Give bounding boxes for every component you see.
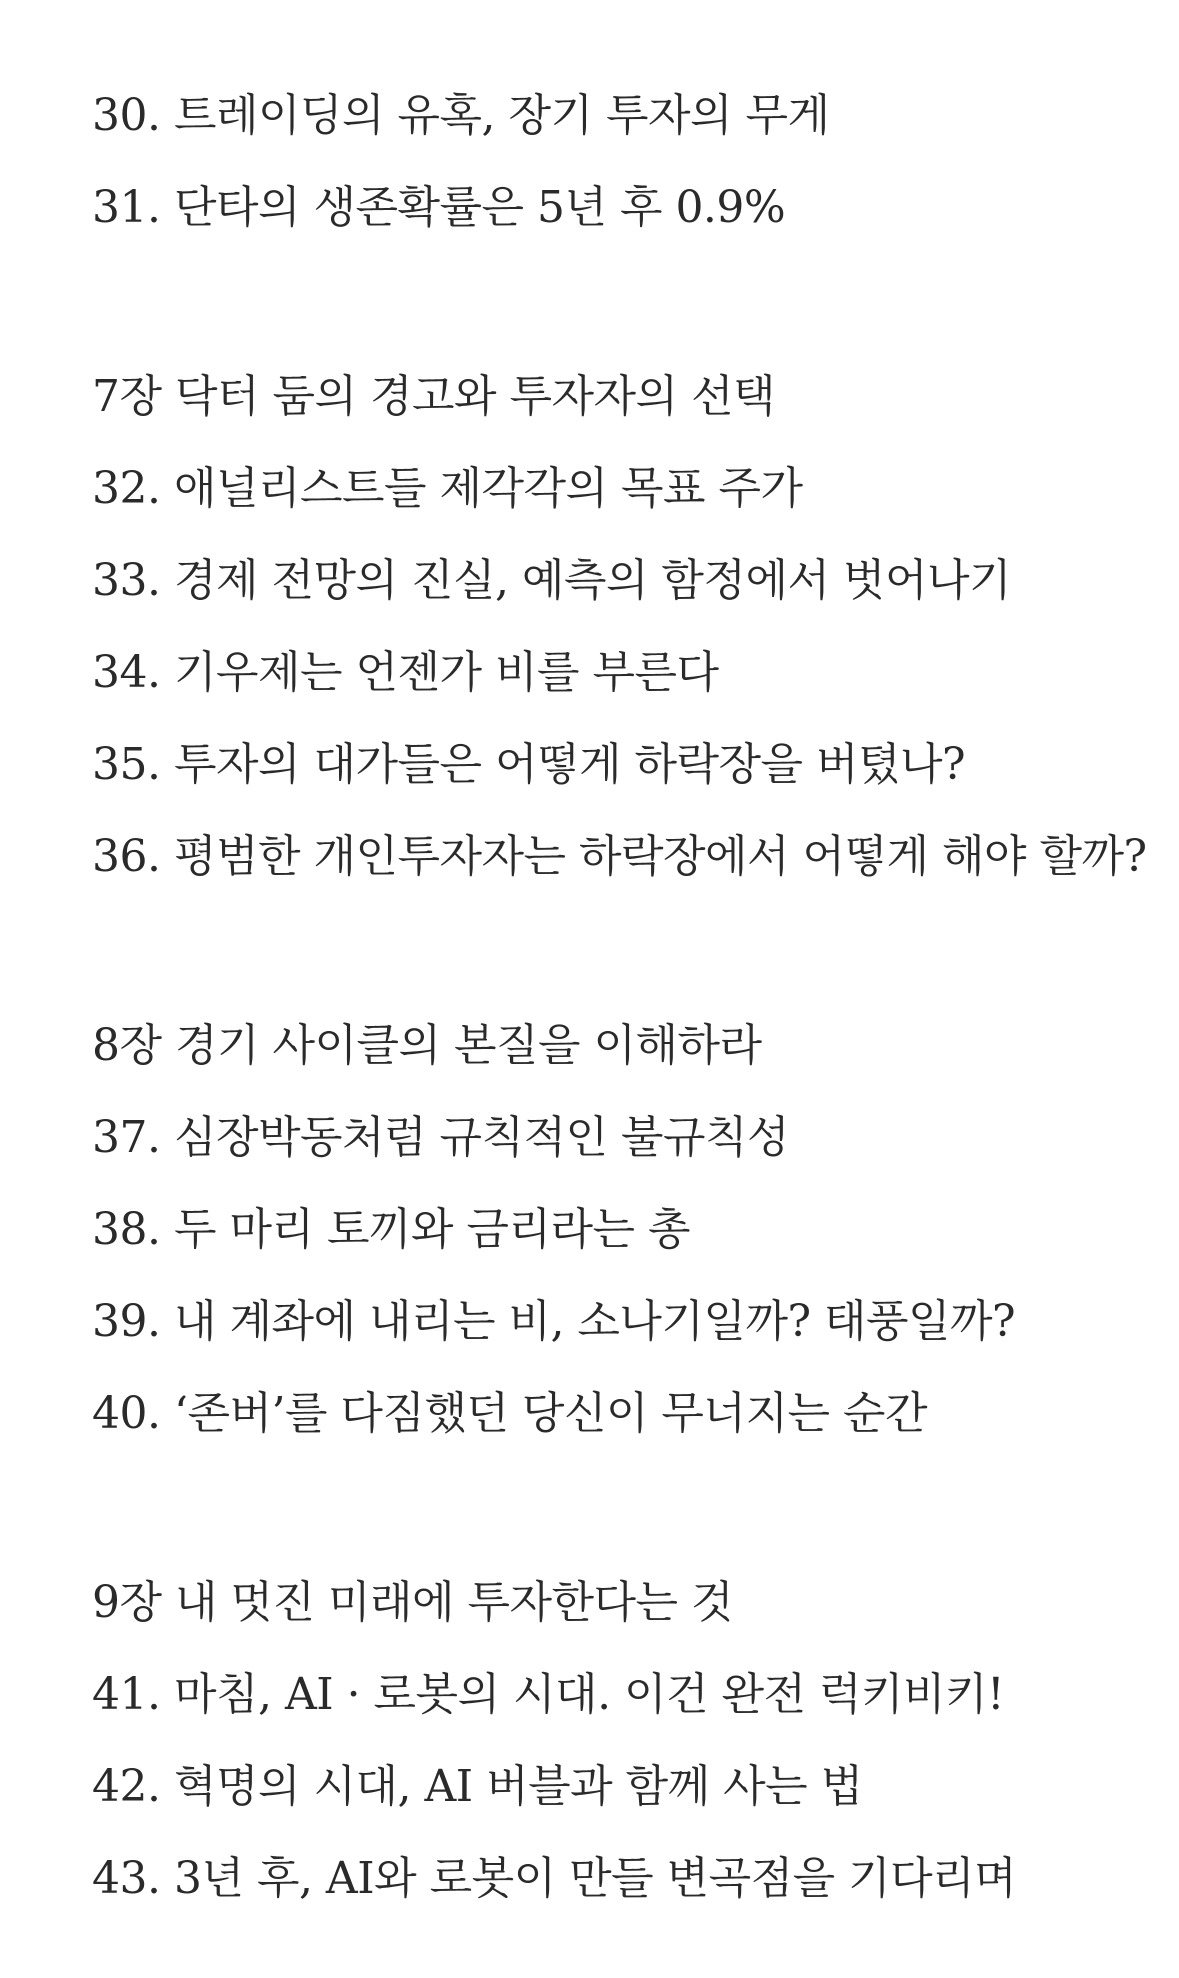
toc-item-35: 35. 투자의 대가들은 어떻게 하락장을 버텼나?	[92, 739, 966, 790]
chapter-heading-7: 7장 닥터 둠의 경고와 투자자의 선택	[92, 371, 775, 422]
toc-item-33: 33. 경제 전망의 진실, 예측의 함정에서 벗어나기	[92, 555, 1011, 606]
toc-item-31: 31. 단타의 생존확률은 5년 후 0.9%	[92, 182, 786, 233]
toc-item-40: 40. ‘존버’를 다짐했던 당신이 무너지는 순간	[92, 1388, 927, 1439]
toc-item-32: 32. 애널리스트들 제각각의 목표 주가	[92, 463, 803, 514]
section-gap	[92, 903, 1152, 1000]
toc-item-37: 37. 심장박동처럼 규칙적인 불규칙성	[92, 1112, 789, 1163]
toc-item-36: 36. 평범한 개인투자자는 하락장에서 어떻게 해야 할까?	[92, 831, 1147, 882]
table-of-contents	[92, 70, 1152, 1925]
chapter-heading-8: 8장 경기 사이클의 본질을 이해하라	[92, 1020, 762, 1071]
toc-item-30: 30. 트레이딩의 유혹, 장기 투자의 무게	[92, 90, 830, 141]
chapter-heading-9: 9장 내 멋진 미래에 투자한다는 것	[92, 1577, 733, 1628]
toc-item-38: 38. 두 마리 토끼와 금리라는 총	[92, 1204, 690, 1255]
toc-item-34: 34. 기우제는 언젠가 비를 부른다	[92, 647, 719, 698]
toc-item-43: 43. 3년 후, AI와 로봇이 만들 변곡점을 기다리며	[92, 1853, 1017, 1904]
toc-item-39: 39. 내 계좌에 내리는 비, 소나기일까? 태풍일까?	[92, 1296, 1016, 1347]
toc-item-42: 42. 혁명의 시대, AI 버블과 함께 사는 법	[92, 1761, 863, 1812]
section-gap	[92, 254, 1152, 351]
section-gap	[92, 1460, 1152, 1557]
toc-item-41: 41. 마침, AI · 로봇의 시대. 이건 완전 럭키비키!	[92, 1669, 1005, 1720]
